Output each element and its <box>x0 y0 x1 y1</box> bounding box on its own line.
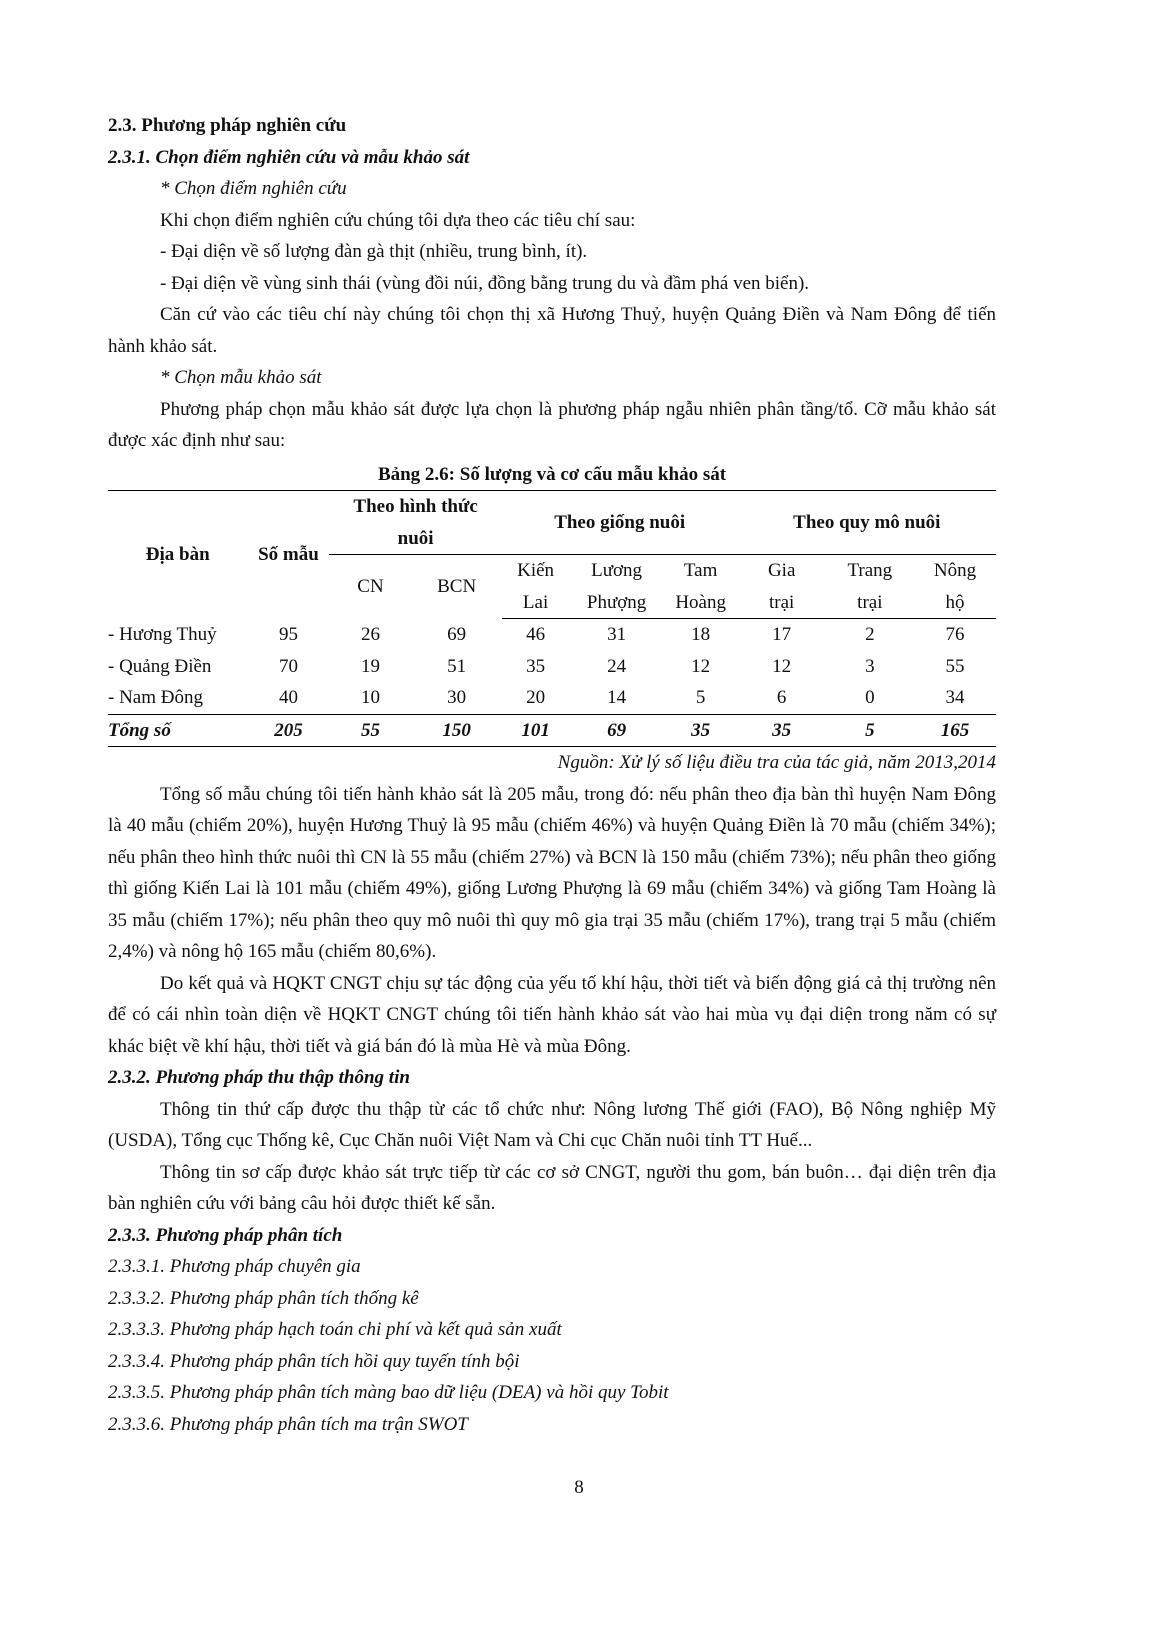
cell-tam-hoang: 5 <box>695 687 706 708</box>
cell-area: - Nam Đông <box>108 687 203 708</box>
cell-gia-trai: 17 <box>772 624 792 645</box>
para-summary: Tổng số mẫu chúng tôi tiến hành khảo sát là 205 mẫu, trong đó: nếu phân theo địa bàn thì huyện Nam Đông là 40 mẫu (chiếm 20%), huyện Hương Thuỷ là 95 mẫu (chiếm 46%) và huyện Quảng Điền là 70 mẫu (chiếm 34%); nếu phân theo hình thức nuôi thì CN là 55 mẫu (chiếm 27%) và BCN là 150 mẫu (chiếm 73%); nếu phân theo giống thì giống Kiến Lai là 101 mẫu (chiếm 49%), giống Lương Phượng là 69 mẫu (chiếm 34%) và giống Tam Hoàng là 35 mẫu (chiếm 17%); nếu phân theo quy mô nuôi thì quy mô gia trại 35 mẫu (chiếm 17%), trang trại 5 mẫu (chiếm 2,4%) và nông hộ 165 mẫu (chiếm 80,6%). <box>108 783 996 962</box>
header-tam-hoang-2: Hoàng <box>664 587 738 619</box>
header-trang-trai-1: Trang <box>847 560 893 581</box>
document-page <box>108 110 996 1440</box>
header-kien-lai-1: Kiến <box>517 560 555 581</box>
header-group-scale: Theo quy mô nuôi <box>738 491 996 555</box>
header-bcn: BCN <box>437 576 477 597</box>
total-luong-phuong: 69 <box>569 714 663 747</box>
cell-trang-trai: 0 <box>865 687 875 708</box>
header-nong-ho-1: Nông <box>933 560 977 581</box>
total-area: Tổng số <box>108 714 247 747</box>
header-group-form: Theo hình thức nuôi <box>329 491 501 555</box>
cell-kien-lai: 35 <box>526 655 546 677</box>
header-luong-phuong-2: Phượng <box>569 587 663 619</box>
cell-area: - Quảng Điền <box>108 655 212 677</box>
point-heading: * Chọn điểm nghiên cứu <box>160 178 347 199</box>
cell-cn: 19 <box>361 655 380 677</box>
header-group-breed: Theo giống nuôi <box>502 491 738 555</box>
subsection-title-2-3-2: 2.3.2. Phương pháp thu thập thông tin <box>108 1067 410 1088</box>
header-luong-phuong-1: Lương <box>591 560 643 581</box>
header-kien-lai-2: Lai <box>502 587 570 619</box>
para-primary: Thông tin sơ cấp được khảo sát trực tiếp từ các cơ sở CNGT, người thu gom, bán buôn… đại diện trên địa bàn nghiên cứu với bảng câu hỏi được thiết kế sẵn. <box>108 1161 996 1214</box>
criterion-1: - Đại diện về số lượng đàn gà thịt (nhiều, trung bình, ít). <box>160 241 588 262</box>
total-bcn: 150 <box>412 714 502 747</box>
cell-cn: 26 <box>361 623 380 645</box>
cell-samples: 95 <box>278 623 298 645</box>
cell-area: - Hương Thuỷ <box>108 623 217 645</box>
cell-gia-trai: 12 <box>772 655 792 677</box>
cell-gia-trai: 6 <box>776 687 787 708</box>
method-item: 2.3.3.1. Phương pháp chuyên gia <box>108 1256 361 1277</box>
cell-nong-ho: 76 <box>945 624 965 645</box>
header-gia-trai-1: Gia <box>767 560 796 581</box>
page-number: 8 <box>574 1477 584 1498</box>
header-trang-trai-2: trại <box>826 587 914 619</box>
table-row <box>108 682 996 714</box>
point-intro: Khi chọn điểm nghiên cứu chúng tôi dựa theo các tiêu chí sau: <box>160 209 636 231</box>
sample-text: Phương pháp chọn mẫu khảo sát được lựa chọn là phương pháp ngẫu nhiên phân tầng/tổ. Cỡ mẫu khảo sát được xác định như sau: <box>108 398 996 451</box>
point-conclusion: Căn cứ vào các tiêu chí này chúng tôi chọn thị xã Hương Thuỷ, huyện Quảng Điền và Nam Đông để tiến hành khảo sát. <box>108 304 996 357</box>
sample-heading: * Chọn mẫu khảo sát <box>160 367 322 388</box>
method-item: 2.3.3.5. Phương pháp phân tích màng bao dữ liệu (DEA) và hồi quy Tobit <box>108 1382 669 1403</box>
cell-tam-hoang: 12 <box>691 655 711 677</box>
total-samples: 205 <box>247 714 329 747</box>
total-gia-trai: 35 <box>738 714 826 747</box>
criterion-2: - Đại diện về vùng sinh thái (vùng đồi núi, đồng bằng trung du và đầm phá ven biển). <box>160 272 810 294</box>
sample-table <box>108 490 996 747</box>
table-caption: Bảng 2.6: Số lượng và cơ cấu mẫu khảo sát <box>377 463 727 485</box>
table-row <box>108 651 996 683</box>
table-row <box>108 619 996 651</box>
method-item: 2.3.3.2. Phương pháp phân tích thống kê <box>108 1287 419 1309</box>
header-cn: CN <box>357 576 384 597</box>
table-total-row <box>108 714 996 747</box>
header-area: Địa bàn <box>108 491 247 619</box>
cell-bcn: 30 <box>447 687 467 708</box>
cell-luong-phuong: 14 <box>607 687 627 708</box>
total-trang-trai: 5 <box>826 714 914 747</box>
header-gia-trai-2: trại <box>738 587 826 619</box>
cell-tam-hoang: 18 <box>691 624 711 645</box>
cell-kien-lai: 20 <box>526 687 546 708</box>
method-item: 2.3.3.3. Phương pháp hạch toán chi phí và kết quả sản xuất <box>108 1319 562 1340</box>
cell-cn: 10 <box>361 687 380 708</box>
method-item: 2.3.3.6. Phương pháp phân tích ma trận SWOT <box>108 1413 468 1435</box>
cell-luong-phuong: 31 <box>607 624 627 645</box>
total-nong-ho: 165 <box>914 714 996 747</box>
method-item: 2.3.3.4. Phương pháp phân tích hồi quy tuyến tính bội <box>108 1350 520 1372</box>
cell-bcn: 69 <box>447 623 467 645</box>
total-tam-hoang: 35 <box>664 714 738 747</box>
cell-nong-ho: 34 <box>945 687 965 708</box>
header-tam-hoang-1: Tam <box>683 560 718 581</box>
cell-trang-trai: 3 <box>865 655 875 677</box>
subsection-title-2-3-3: 2.3.3. Phương pháp phân tích <box>108 1224 343 1246</box>
cell-samples: 40 <box>278 687 298 708</box>
header-nong-ho-2: hộ <box>914 587 996 619</box>
cell-luong-phuong: 24 <box>607 655 627 677</box>
subsection-title-2-3-1: 2.3.1. Chọn điểm nghiên cứu và mẫu khảo sát <box>108 146 470 168</box>
header-samples: Số mẫu <box>247 491 329 619</box>
cell-bcn: 51 <box>447 655 467 677</box>
para-secondary: Thông tin thứ cấp được thu thập từ các tổ chức như: Nông lương Thế giới (FAO), Bộ Nông nghiệp Mỹ (USDA), Tổng cục Thống kê, Cục Chăn nuôi Việt Nam và Chi cục Chăn nuôi tỉnh TT Huế... <box>108 1098 996 1151</box>
cell-samples: 70 <box>278 655 298 677</box>
total-cn: 55 <box>329 714 411 747</box>
para-season: Do kết quả và HQKT CNGT chịu sự tác động của yếu tố khí hậu, thời tiết và biến động giá cả thị trường nên để có cái nhìn toàn diện về HQKT CNGT chúng tôi tiến hành khảo sát vào hai mùa vụ đại diện trong năm có sự khác biệt về khí hậu, thời tiết và giá bán đó là mùa Hè và mùa Đông. <box>108 972 996 1057</box>
total-kien-lai: 101 <box>502 714 570 747</box>
cell-trang-trai: 2 <box>865 624 875 645</box>
table-source: Nguồn: Xử lý số liệu điều tra của tác giả, năm 2013,2014 <box>557 752 996 773</box>
cell-nong-ho: 55 <box>945 655 965 677</box>
section-title: 2.3. Phương pháp nghiên cứu <box>108 115 347 136</box>
cell-kien-lai: 46 <box>526 624 546 645</box>
